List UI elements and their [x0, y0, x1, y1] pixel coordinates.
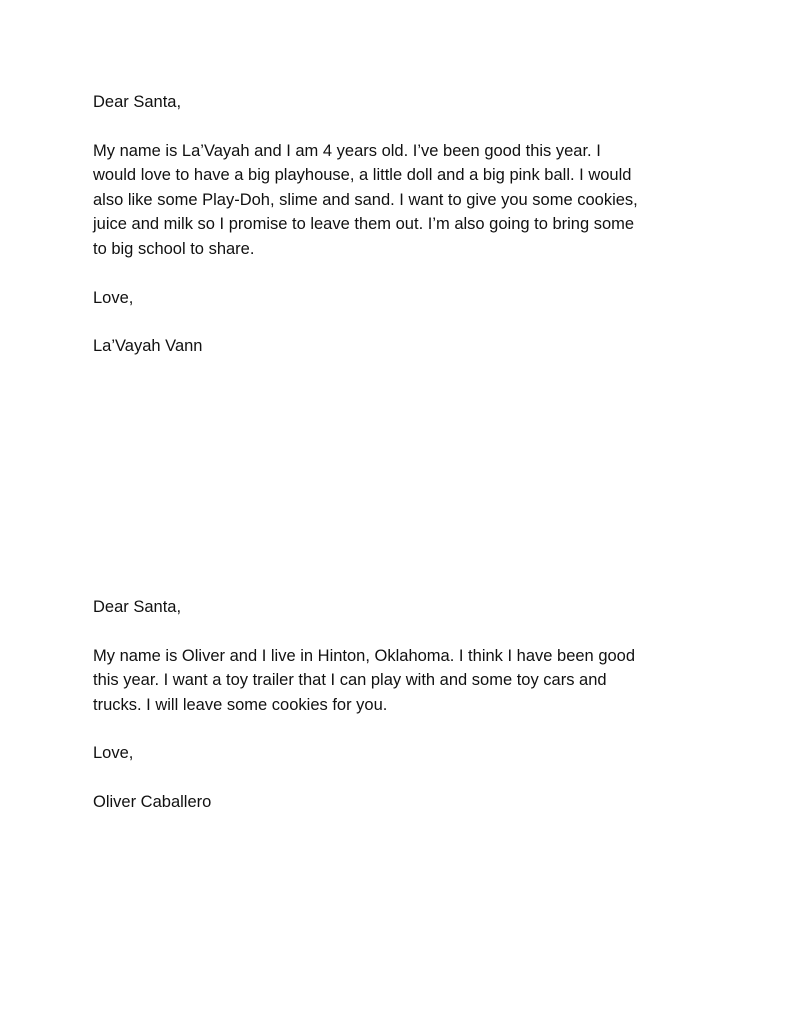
- body-line: My name is Oliver and I live in Hinton, Oklahoma. I think I have been good: [93, 647, 636, 665]
- body-line: to big school to share.: [93, 240, 255, 258]
- signature: La’Vayah Vann: [93, 337, 203, 355]
- closing: Love,: [93, 744, 134, 762]
- signature: Oliver Caballero: [93, 793, 212, 811]
- body-line: juice and milk so I promise to leave them out. I’m also going to bring some: [93, 215, 635, 233]
- body-line: this year. I want a toy trailer that I can play with and some toy cars and: [93, 671, 607, 689]
- body-line: trucks. I will leave some cookies for you.: [93, 696, 388, 714]
- greeting: Dear Santa,: [93, 598, 182, 616]
- body-line: would love to have a big playhouse, a little doll and a big pink ball. I would: [93, 166, 632, 184]
- closing: Love,: [93, 289, 134, 307]
- greeting: Dear Santa,: [93, 93, 182, 111]
- body-line: also like some Play-Doh, slime and sand. I want to give you some cookies,: [93, 191, 638, 209]
- body-line: My name is La’Vayah and I am 4 years old. I’ve been good this year. I: [93, 142, 601, 160]
